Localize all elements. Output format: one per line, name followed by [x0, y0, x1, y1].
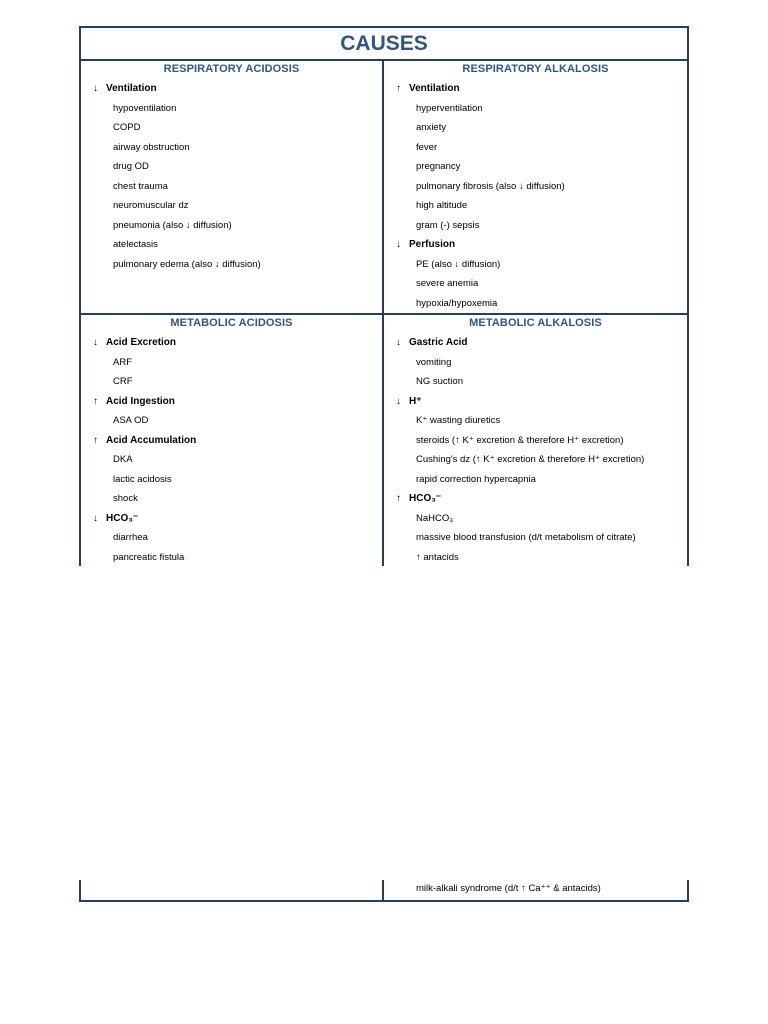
arrow-up-icon: ↑	[93, 395, 98, 407]
list-item: airway obstruction	[113, 141, 190, 153]
category-label: Acid Accumulation	[106, 434, 197, 446]
list-item: COPD	[113, 122, 141, 133]
list-item: Cushing's dz (↑ K⁺ excretion & therefore H⁺ excretion)	[416, 454, 645, 465]
list-item: shock	[113, 493, 138, 504]
causes-table	[79, 26, 689, 566]
list-item: hyperventilation	[416, 102, 483, 114]
list-item: NG suction	[416, 376, 463, 387]
list-item: severe anemia	[416, 278, 479, 289]
list-item: pregnancy	[416, 161, 461, 172]
category-heading	[93, 431, 382, 451]
causes-grid	[81, 61, 687, 566]
list-item: steroids (↑ K⁺ excretion & therefore H⁺ excretion)	[416, 434, 624, 446]
category-label: Gastric Acid	[409, 337, 468, 348]
list-item: anxiety	[416, 122, 447, 133]
category-heading	[396, 333, 687, 353]
section-heading: METABOLIC ALKALOSIS	[469, 317, 602, 329]
category-label: Acid Ingestion	[106, 395, 175, 407]
list-item: drug OD	[113, 161, 149, 172]
category-heading	[93, 79, 382, 99]
category-heading	[396, 235, 687, 255]
list-item: NaHCO₃	[416, 512, 454, 524]
arrow-up-icon: ↑	[396, 493, 401, 504]
continuation-left-cell	[81, 880, 384, 900]
category-heading	[93, 509, 382, 529]
page-title: CAUSES	[81, 28, 687, 61]
list-item: rapid correction hypercapnia	[416, 473, 536, 485]
arrow-down-icon: ↓	[396, 239, 401, 250]
list-item: hypoxia/hypoxemia	[416, 297, 498, 309]
list-item: ASA OD	[113, 415, 149, 426]
respiratory-acidosis-cell	[81, 61, 384, 315]
list-item: pancreatic fistula	[113, 551, 185, 563]
list-item: gram (-) sepsis	[416, 219, 480, 231]
arrow-up-icon: ↑	[93, 434, 98, 446]
list-item: fever	[416, 141, 438, 153]
category-heading	[93, 392, 382, 412]
metabolic-acidosis-cell	[81, 315, 384, 566]
list-item: PE (also ↓ diffusion)	[416, 258, 501, 270]
arrow-down-icon: ↓	[93, 337, 98, 348]
metabolic-alkalosis-cell	[384, 315, 687, 566]
list-item: pneumonia (also ↓ diffusion)	[113, 219, 232, 231]
list-item: pulmonary edema (also ↓ diffusion)	[113, 258, 261, 270]
list-item: ARF	[113, 356, 132, 368]
list-item: hypoventilation	[113, 102, 177, 114]
category-heading	[396, 392, 687, 412]
section-heading: RESPIRATORY ACIDOSIS	[163, 63, 300, 75]
cause-list	[396, 79, 687, 313]
category-heading	[396, 489, 687, 509]
list-item: vomiting	[416, 356, 452, 368]
list-item: atelectasis	[113, 239, 158, 250]
arrow-down-icon: ↓	[396, 337, 401, 348]
cause-list	[396, 333, 687, 567]
arrow-down-icon: ↓	[93, 512, 98, 524]
category-label: Ventilation	[106, 83, 157, 94]
category-heading	[93, 333, 382, 353]
cause-list	[93, 333, 382, 567]
table-continuation	[79, 880, 689, 902]
list-item: chest trauma	[113, 180, 168, 192]
arrow-down-icon: ↓	[396, 395, 401, 407]
category-label: H⁺	[409, 395, 422, 407]
arrow-down-icon: ↓	[93, 83, 98, 94]
section-heading: RESPIRATORY ALKALOSIS	[462, 63, 609, 75]
list-item: neuromuscular dz	[113, 200, 189, 211]
respiratory-alkalosis-cell	[384, 61, 687, 315]
list-item: high altitude	[416, 200, 468, 211]
list-item: massive blood transfusion (d/t metabolism of citrate)	[416, 532, 636, 543]
category-heading	[396, 79, 687, 99]
section-heading: METABOLIC ACIDOSIS	[170, 317, 293, 329]
list-item: K⁺ wasting diuretics	[416, 415, 501, 426]
list-item: ↑ antacids	[416, 551, 459, 563]
list-item: DKA	[113, 454, 133, 465]
continuation-item: milk-alkali syndrome (d/t ↑ Ca⁺⁺ & antacids)	[416, 883, 601, 894]
list-item: diarrhea	[113, 532, 148, 543]
category-label: HCO₃⁻	[409, 493, 442, 504]
cause-list	[93, 79, 382, 274]
category-label: HCO₃⁻	[106, 512, 139, 524]
list-item: CRF	[113, 376, 133, 387]
category-label: Ventilation	[409, 83, 460, 94]
list-item: pulmonary fibrosis (also ↓ diffusion)	[416, 180, 565, 192]
arrow-up-icon: ↑	[396, 83, 401, 94]
category-label: Perfusion	[409, 239, 456, 250]
category-label: Acid Excretion	[106, 337, 177, 348]
list-item: lactic acidosis	[113, 473, 172, 485]
